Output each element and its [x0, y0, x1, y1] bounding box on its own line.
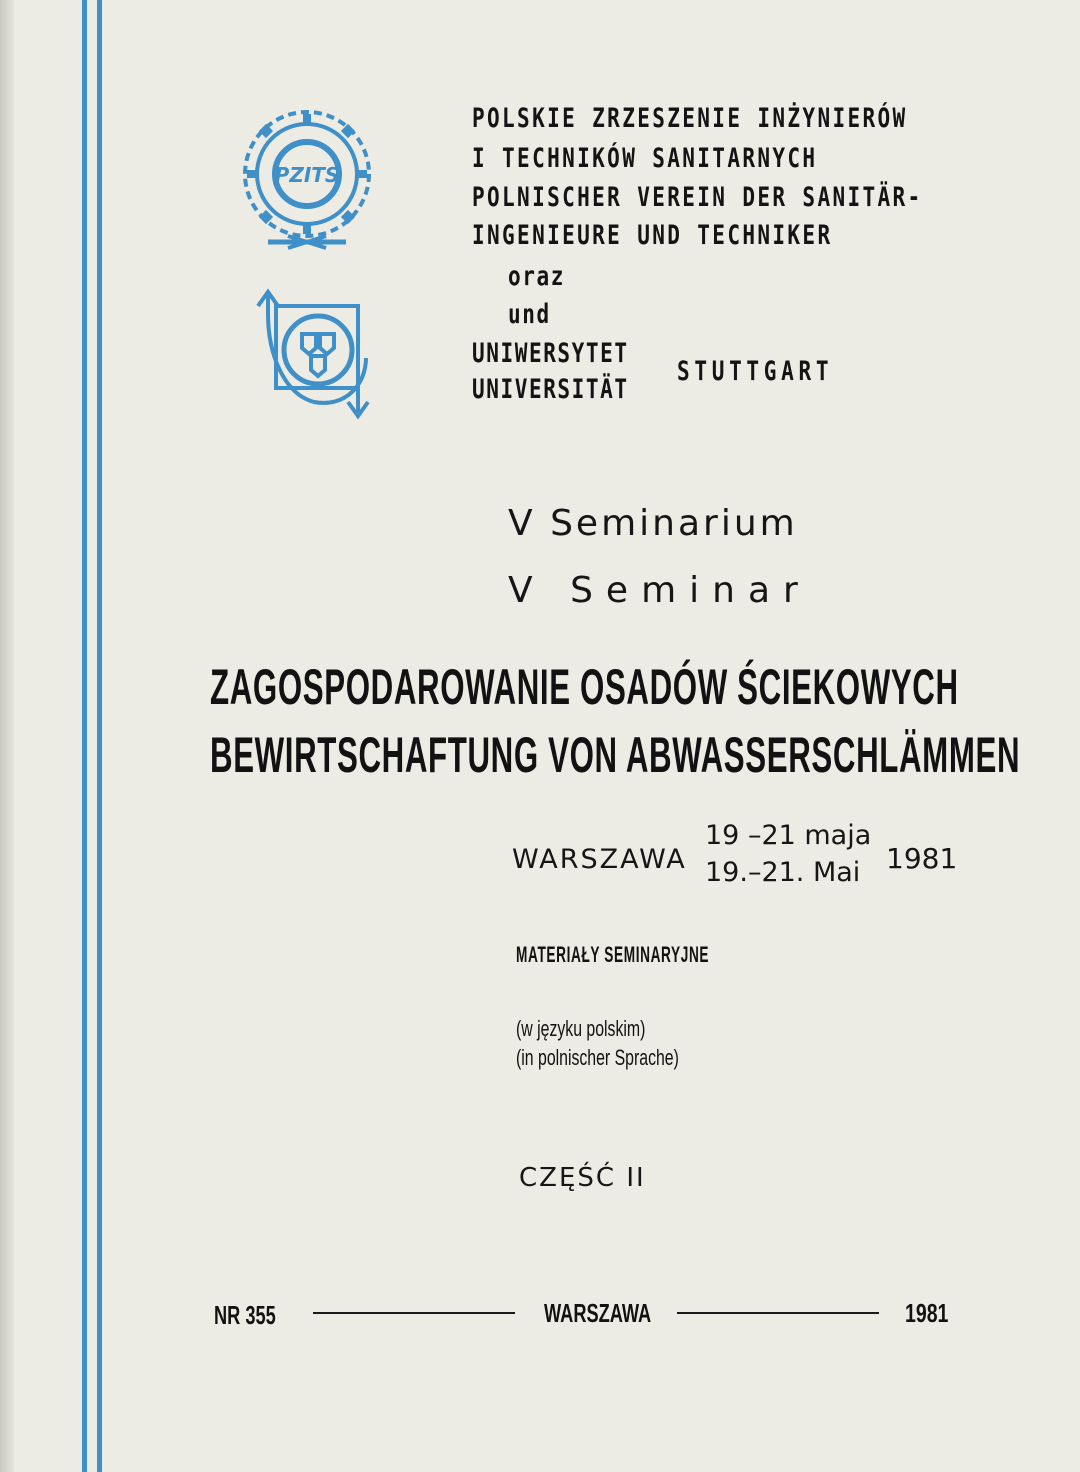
- blue-stripe-left: [82, 0, 87, 1472]
- pzits-seal-text: PZITS: [274, 163, 340, 187]
- footer-rule-left: [313, 1312, 515, 1314]
- univ-pl: UNIWERSYTET: [472, 338, 629, 369]
- event-date-pl: 19 –21 maja: [705, 820, 872, 851]
- pzits-seal-logo: [228, 96, 386, 256]
- lang-de: (in polnischer Sprache): [516, 1045, 679, 1070]
- org-pl-line1: POLSKIE ZRZESZENIE INŻYNIERÓW: [472, 103, 908, 134]
- univ-city: STUTTGART: [677, 356, 834, 387]
- org-de-line1: POLNISCHER VEREIN DER SANITÄR-: [472, 182, 923, 213]
- org-pl-line2: I TECHNIKÓW SANITARNYCH: [472, 143, 818, 174]
- spine-edge: [0, 0, 14, 1472]
- lang-pl: (w języku polskim): [516, 1016, 646, 1041]
- org-de-line2: INGENIEURE UND TECHNIKER: [472, 220, 833, 251]
- conj-de: und: [508, 299, 551, 330]
- title-de: BEWIRTSCHAFTUNG VON ABWASSERSCHLÄMMEN: [210, 727, 1021, 783]
- event-year: 1981: [886, 842, 958, 875]
- footer-rule-right: [677, 1312, 879, 1314]
- conj-pl: oraz: [508, 261, 565, 292]
- footer-city: WARSZAWA: [544, 1298, 652, 1328]
- blue-stripe-right: [97, 0, 102, 1472]
- seminar-de: V Seminar: [508, 570, 811, 611]
- footer-number: NR 355: [214, 1300, 276, 1330]
- part-label: CZĘŚĆ II: [519, 1163, 646, 1193]
- title-pl: ZAGOSPODAROWANIE OSADÓW ŚCIEKOWYCH: [210, 659, 959, 715]
- event-place: WARSZAWA: [512, 844, 687, 875]
- univ-de: UNIVERSITÄT: [472, 374, 629, 405]
- footer-year: 1981: [905, 1298, 949, 1328]
- materials-label: MATERIAŁY SEMINARYJNE: [516, 942, 710, 967]
- stuttgart-emblem-logo: [254, 284, 374, 424]
- event-date-de: 19.–21. Mai: [705, 857, 861, 888]
- seminar-pl: V Seminarium: [508, 503, 798, 544]
